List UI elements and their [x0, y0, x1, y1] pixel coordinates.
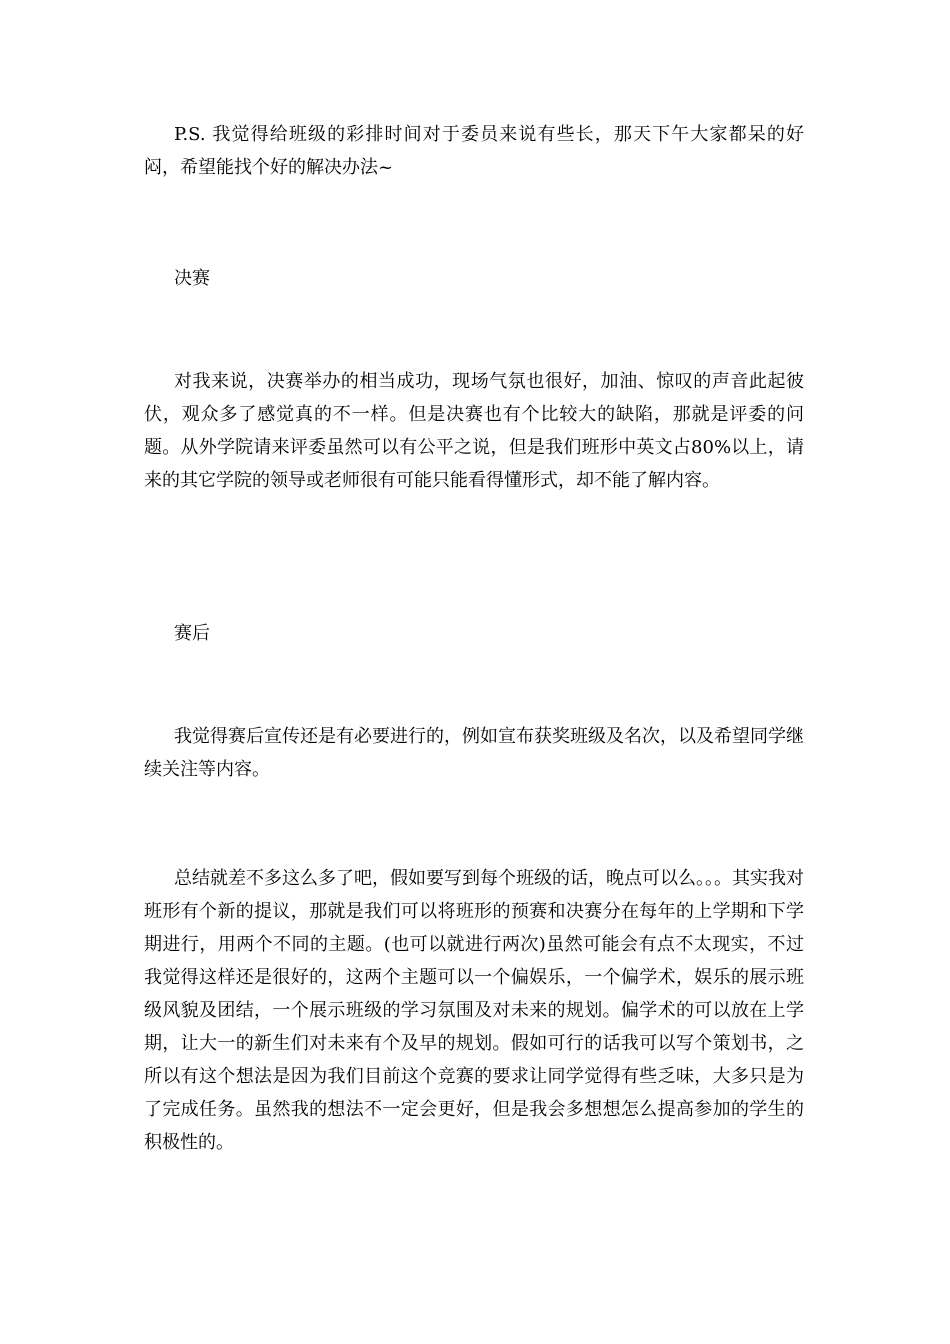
final-heading: 决赛 — [174, 268, 210, 289]
after-paragraph: 我觉得赛后宣传还是有必要进行的，例如宣布获奖班级及名次，以及希望同学继续关注等内容。 — [144, 726, 804, 780]
after-heading: 赛后 — [174, 623, 210, 644]
final-paragraph: 对我来说，决赛举办的相当成功，现场气氛也很好，加油、惊叹的声音此起彼伏，观众多了感觉真的不一样。但是决赛也有个比较大的缺陷，那就是评委的问题。从外学院请来评委虽然可以有公平之说，但是我们班形中英文占80%以上，请来的其它学院的领导或老师很有可能只能看得懂形式，却不能了解内容。 — [144, 371, 804, 491]
ps-paragraph: P.S. 我觉得给班级的彩排时间对于委员来说有些长，那天下午大家都呆的好闷，希望能找个好的解决办法~ — [144, 124, 804, 178]
summary-paragraph: 总结就差不多这么多了吧，假如要写到每个班级的话，晚点可以么。。。其实我对班形有个新的提议，那就是我们可以将班形的预赛和决赛分在每年的上学期和下学期进行，用两个不同的主题。(也可以就进行两次)虽然可能会有点不太现实，不过我觉得这样还是很好的，这两个主题可以一个偏娱乐，一个偏学术，娱乐的展示班级风貌及团结，一个展示班级的学习氛围及对未来的规划。偏学术的可以放在上学期，让大一的新生们对未来有个及早的规划。假如可行的话我可以写个策划书，之所以有这个想法是因为我们目前这个竞赛的要求让同学觉得有些乏味，大多只是为了完成任务。虽然我的想法不一定会更好，但是我会多想想怎么提高参加的学生的积极性的。 — [144, 868, 804, 1153]
